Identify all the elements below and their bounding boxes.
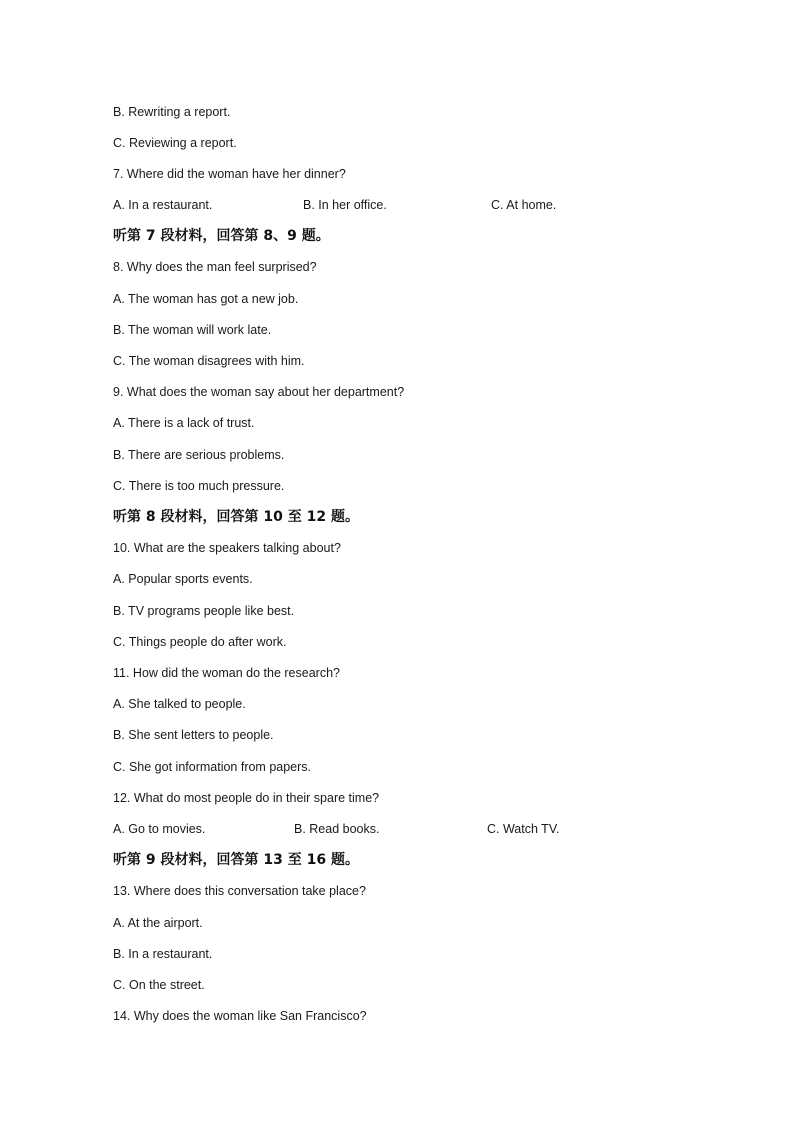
q13-question: 13. Where does this conversation take place?: [113, 884, 366, 898]
q9-option-b: B. There are serious problems.: [113, 448, 285, 462]
q11-option-b: B. She sent letters to people.: [113, 728, 274, 742]
q7-option-a: A. In a restaurant.: [113, 198, 213, 212]
q7-option-c: C. At home.: [491, 198, 557, 212]
section-heading-8: 听第 8 段材料，回答第 10 至 12 题。: [113, 509, 359, 525]
q11-option-a: A. She talked to people.: [113, 697, 246, 711]
q9-option-a: A. There is a lack of trust.: [113, 416, 255, 430]
q12-option-a: A. Go to movies.: [113, 822, 206, 836]
q6-option-b: B. Rewriting a report.: [113, 105, 231, 119]
q10-option-a: A. Popular sports events.: [113, 572, 253, 586]
q13-option-a: A. At the airport.: [113, 916, 203, 930]
q9-question: 9. What does the woman say about her department?: [113, 385, 405, 399]
section-heading-7: 听第 7 段材料，回答第 8、9 题。: [113, 228, 330, 244]
section-heading-9: 听第 9 段材料，回答第 13 至 16 题。: [113, 852, 359, 868]
q10-question: 10. What are the speakers talking about?: [113, 541, 341, 555]
q10-option-c: C. Things people do after work.: [113, 635, 287, 649]
q6-option-c: C. Reviewing a report.: [113, 136, 237, 150]
q11-question: 11. How did the woman do the research?: [113, 666, 340, 680]
q12-option-c: C. Watch TV.: [487, 822, 560, 836]
q9-option-c: C. There is too much pressure.: [113, 479, 285, 493]
q8-question: 8. Why does the man feel surprised?: [113, 260, 317, 274]
q12-question: 12. What do most people do in their spare time?: [113, 791, 380, 805]
q11-option-c: C. She got information from papers.: [113, 760, 312, 774]
q13-option-b: B. In a restaurant.: [113, 947, 213, 961]
q7-option-b: B. In her office.: [303, 198, 387, 212]
q8-option-c: C. The woman disagrees with him.: [113, 354, 305, 368]
q8-option-b: B. The woman will work late.: [113, 323, 272, 337]
q12-option-b: B. Read books.: [294, 822, 380, 836]
q10-option-b: B. TV programs people like best.: [113, 604, 295, 618]
q13-option-c: C. On the street.: [113, 978, 205, 992]
q14-question: 14. Why does the woman like San Francisco?: [113, 1009, 367, 1023]
q7-question: 7. Where did the woman have her dinner?: [113, 167, 346, 181]
q8-option-a: A. The woman has got a new job.: [113, 292, 299, 306]
